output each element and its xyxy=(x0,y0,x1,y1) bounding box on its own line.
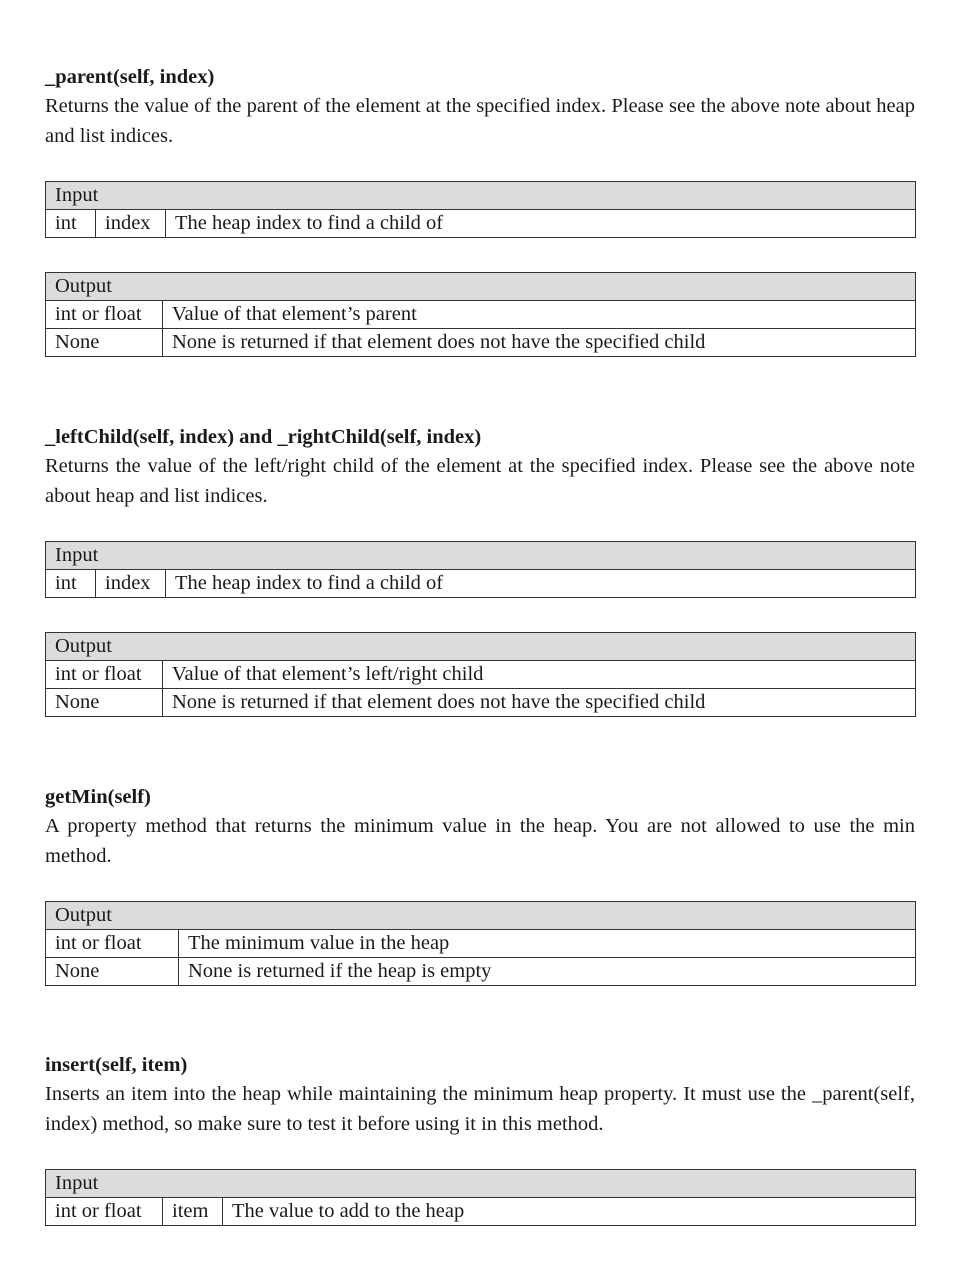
table-row xyxy=(46,570,916,598)
param-name: index xyxy=(96,210,166,238)
method-section-parent xyxy=(45,63,915,151)
return-description: Value of that element’s parent xyxy=(163,301,916,329)
method-heading: _leftChild(self, index) and _rightChild(self, index) xyxy=(45,426,482,448)
param-type: int xyxy=(46,570,96,598)
return-description: None is returned if the heap is empty xyxy=(179,958,916,986)
table-header: Input xyxy=(46,1170,916,1198)
method-section-child xyxy=(45,423,915,511)
table-row xyxy=(46,301,916,329)
return-type: int or float xyxy=(46,661,163,689)
return-description: None is returned if that element does not have the specified child xyxy=(163,329,916,357)
method-description: A property method that returns the minimum value in the heap. You are not allowed to use the min method. xyxy=(45,815,915,867)
method-heading: _parent(self, index) xyxy=(45,66,215,88)
return-description: Value of that element’s left/right child xyxy=(163,661,916,689)
table-row xyxy=(46,958,916,986)
table-header: Input xyxy=(46,182,916,210)
param-name: index xyxy=(96,570,166,598)
output-table xyxy=(45,272,916,357)
table-row xyxy=(46,329,916,357)
table-row xyxy=(46,661,916,689)
method-description: Returns the value of the parent of the element at the specified index. Please see the above note about heap and list indices. xyxy=(45,95,915,147)
method-section-getmin xyxy=(45,783,915,871)
table-row xyxy=(46,689,916,717)
table-row xyxy=(46,930,916,958)
method-heading: insert(self, item) xyxy=(45,1054,188,1076)
param-description: The heap index to find a child of xyxy=(166,210,916,238)
return-description: The minimum value in the heap xyxy=(179,930,916,958)
table-row xyxy=(46,210,916,238)
table-header: Output xyxy=(46,902,916,930)
input-table xyxy=(45,1169,916,1226)
method-section-insert xyxy=(45,1051,915,1139)
table-header: Output xyxy=(46,633,916,661)
return-type: None xyxy=(46,958,179,986)
param-type: int xyxy=(46,210,96,238)
method-description: Inserts an item into the heap while maintaining the minimum heap property. It must use the _parent(self, index) method, so make sure to test it before using it in this method. xyxy=(45,1083,915,1135)
output-table xyxy=(45,901,916,986)
param-type: int or float xyxy=(46,1198,163,1226)
param-name: item xyxy=(163,1198,223,1226)
input-table xyxy=(45,541,916,598)
method-description: Returns the value of the left/right child of the element at the specified index. Please see the above note about heap and list indices. xyxy=(45,455,915,507)
table-row xyxy=(46,1198,916,1226)
output-table xyxy=(45,632,916,717)
return-type: int or float xyxy=(46,301,163,329)
param-description: The value to add to the heap xyxy=(223,1198,916,1226)
return-type: int or float xyxy=(46,930,179,958)
param-description: The heap index to find a child of xyxy=(166,570,916,598)
input-table xyxy=(45,181,916,238)
table-header: Input xyxy=(46,542,916,570)
return-description: None is returned if that element does not have the specified child xyxy=(163,689,916,717)
table-header: Output xyxy=(46,273,916,301)
return-type: None xyxy=(46,689,163,717)
return-type: None xyxy=(46,329,163,357)
method-heading: getMin(self) xyxy=(45,786,151,808)
